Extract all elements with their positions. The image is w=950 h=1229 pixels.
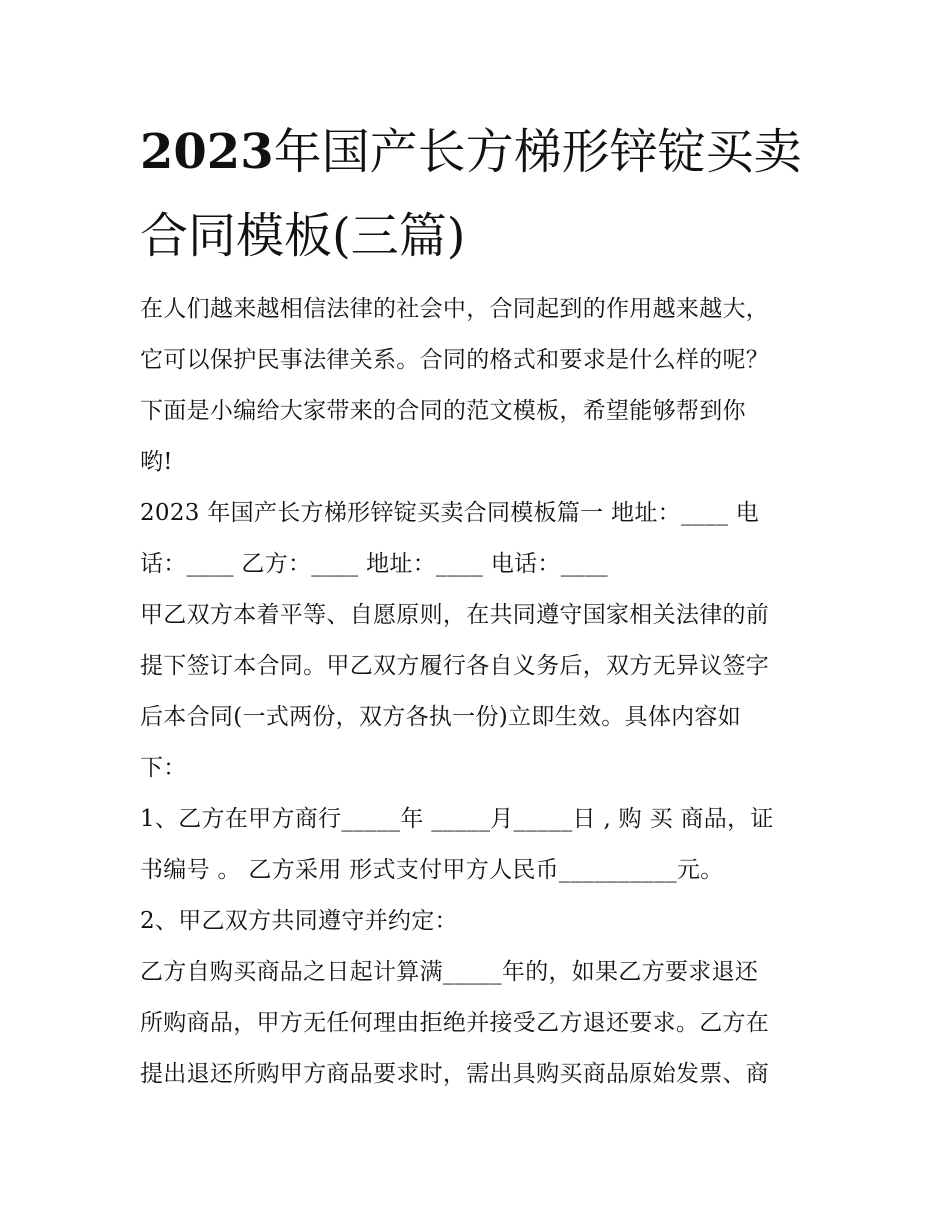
body-line: 甲乙双方本着平等、自愿原则，在共同遵守国家相关法律的前 bbox=[140, 602, 770, 628]
body-line: 哟! bbox=[140, 449, 173, 475]
document-page bbox=[140, 110, 820, 1100]
title-line-1-text: 年国产长方梯形锌锭买卖 bbox=[273, 124, 802, 180]
body-line: 提出退还所购甲方商品要求时，需出具购买商品原始发票、商 bbox=[140, 1061, 770, 1087]
document-title bbox=[140, 110, 820, 278]
body-line: 2023 年国产长方梯形锌锭买卖合同模板篇一 地址：____ 电 bbox=[140, 500, 760, 526]
title-line-2: 合同模板(三篇) bbox=[140, 208, 466, 264]
title-line-1 bbox=[140, 110, 820, 194]
body-line: 乙方自购买商品之日起计算满_____年的，如果乙方要求退还 bbox=[140, 959, 759, 985]
title-year: 2023 bbox=[140, 124, 274, 180]
body-line: 下： bbox=[140, 755, 187, 781]
body-line: 它可以保护民事法律关系。合同的格式和要求是什么样的呢？ bbox=[140, 347, 770, 373]
document-body bbox=[140, 284, 820, 1100]
body-line: 话：____ 乙方：____ 地址：____ 电话：____ bbox=[140, 551, 608, 577]
body-line: 下面是小编给大家带来的合同的范文模板，希望能够帮到你 bbox=[140, 398, 746, 424]
body-line: 1、乙方在甲方商行_____年 _____月_____日 , 购 买 商品，证 bbox=[140, 806, 774, 832]
body-line: 2、甲乙双方共同遵守并约定： bbox=[140, 908, 458, 934]
body-line: 在人们越来越相信法律的社会中，合同起到的作用越来越大， bbox=[140, 296, 770, 322]
body-line: 书编号 。 乙方采用 形式支付甲方人民币__________元。 bbox=[140, 857, 724, 883]
body-line: 所购商品，甲方无任何理由拒绝并接受乙方退还要求。乙方在 bbox=[140, 1010, 770, 1036]
body-line: 提下签订本合同。甲乙双方履行各自义务后，双方无异议签字 bbox=[140, 653, 770, 679]
body-line: 后本合同(一式两份，双方各执一份)立即生效。具体内容如 bbox=[140, 704, 742, 730]
